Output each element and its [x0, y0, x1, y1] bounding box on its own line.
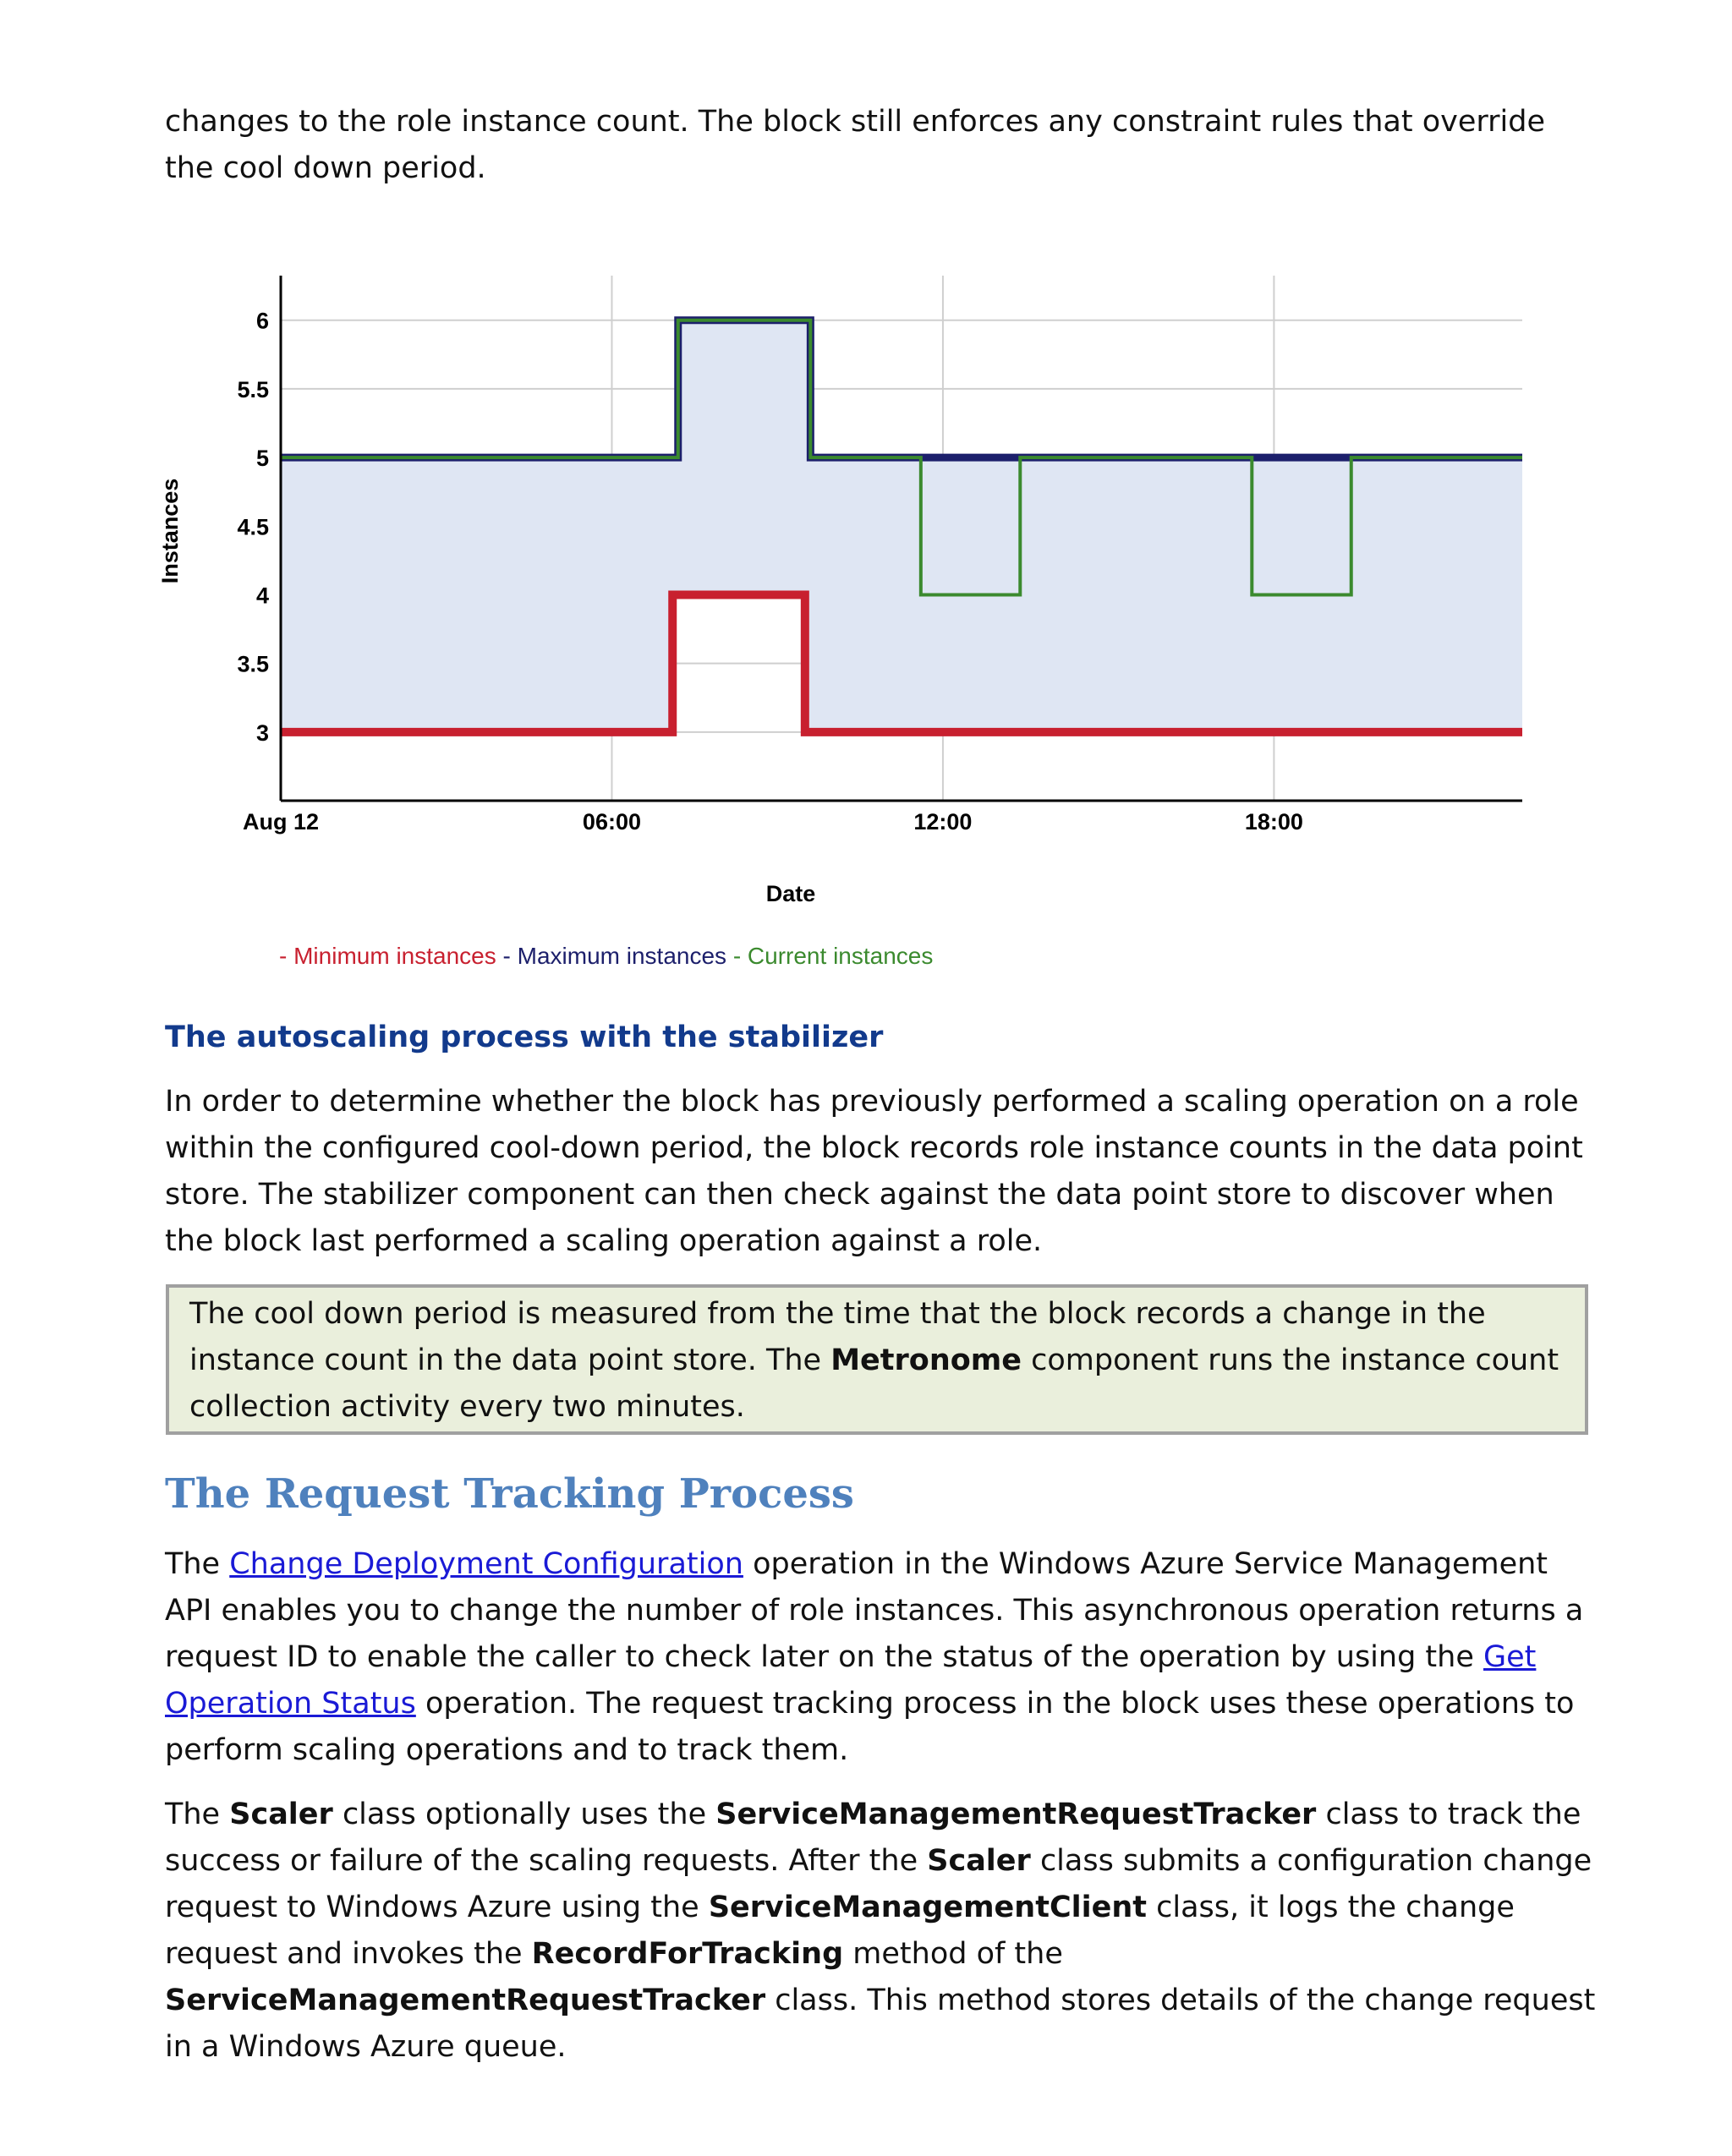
chart-legend — [279, 943, 933, 969]
note-text-part: component runs the instance count collection activity every two minutes. — [189, 1343, 1559, 1424]
x-tick-label: 12:00 — [913, 809, 973, 834]
legend-dash: - — [502, 943, 518, 969]
y-tick-label: 3.5 — [237, 651, 269, 677]
x-tick-label: Aug 12 — [242, 809, 320, 834]
text-run: class optionally uses the — [332, 1798, 716, 1831]
legend-dash: - — [732, 943, 748, 969]
note-box — [166, 1284, 1588, 1435]
text-run: operation. The request tracking process in the block uses these operations to perform scaling operations and to track them. — [165, 1687, 1575, 1767]
get-operation-status-link[interactable]: Get Operation Status — [165, 1640, 1537, 1721]
text-run: The — [165, 1798, 230, 1831]
x-tick-label: 06:00 — [582, 809, 641, 834]
instances-chart — [152, 254, 1556, 981]
bold-term: ServiceManagementRequestTracker — [165, 1984, 766, 2017]
bold-term: ServiceManagementRequestTracker — [715, 1798, 1317, 1831]
request-tracking-paragraph — [165, 1541, 1603, 1774]
x-tick-label: 18:00 — [1244, 809, 1303, 834]
note-text-part: The cool down period is measured from the time that the block records a change in the instance count in the data point store. The — [189, 1297, 1486, 1377]
legend-entry: Current instances — [747, 943, 934, 969]
section-heading: The Request Tracking Process — [165, 1470, 854, 1518]
text-run: class submits a configuration change request to Windows Azure using the — [165, 1844, 1592, 1924]
y-tick-label: 6 — [255, 308, 269, 334]
bold-term: Scaler — [229, 1798, 333, 1831]
text-run: class to track the success or failure of the scaling requests. After the — [165, 1798, 1581, 1878]
y-tick-label: 4 — [255, 583, 269, 609]
note-bold-metronome: Metronome — [830, 1343, 1022, 1377]
legend-dash: - — [279, 943, 294, 969]
intro-paragraph: changes to the role instance count. The block still enforces any constraint rules that override the cool down period. — [165, 105, 1546, 185]
y-tick-label: 5 — [255, 446, 269, 472]
text-run: operation in the Windows Azure Service Management API enables you to change the number of role instances. This asynchronous operation returns a request ID to enable the caller to check later on the status of the operation by using the — [165, 1547, 1584, 1674]
note-text — [189, 1291, 1576, 1431]
y-axis-label: Instances — [157, 478, 183, 584]
stabilizer-paragraph: In order to determine whether the block has previously performed a scaling operation on a role within the configured cool-down period, the block records role instance counts in the data point store. The stabilizer component can then check against the data point store to discover when the block last performed a scaling operation against a role. — [165, 1085, 1583, 1258]
scaler-paragraph — [165, 1792, 1603, 2071]
bold-term: RecordForTracking — [531, 1937, 844, 1971]
bold-term: Scaler — [927, 1844, 1031, 1878]
text-run: class. This method stores details of the change request in a Windows Azure queue. — [165, 1984, 1596, 2064]
change-deployment-configuration-link[interactable]: Change Deployment Configuration — [229, 1547, 743, 1581]
bold-term: ServiceManagementClient — [708, 1891, 1148, 1924]
legend-entry: Minimum instances — [293, 943, 503, 969]
y-tick-label: 4.5 — [237, 514, 269, 540]
text-run: The — [165, 1547, 230, 1581]
x-axis-label: Date — [765, 881, 816, 906]
y-tick-labels — [237, 309, 269, 746]
legend-entry: Maximum instances — [517, 943, 733, 969]
text-run: class, it logs the change request and invokes the — [165, 1891, 1515, 1971]
y-tick-label: 5.5 — [237, 376, 269, 402]
text-run: method of the — [843, 1937, 1063, 1971]
subheading: The autoscaling process with the stabilizer — [165, 1021, 884, 1054]
range-area — [281, 320, 1522, 732]
y-tick-label: 3 — [255, 720, 269, 746]
x-tick-labels — [243, 809, 1303, 834]
chart-area-fill — [281, 320, 1522, 732]
